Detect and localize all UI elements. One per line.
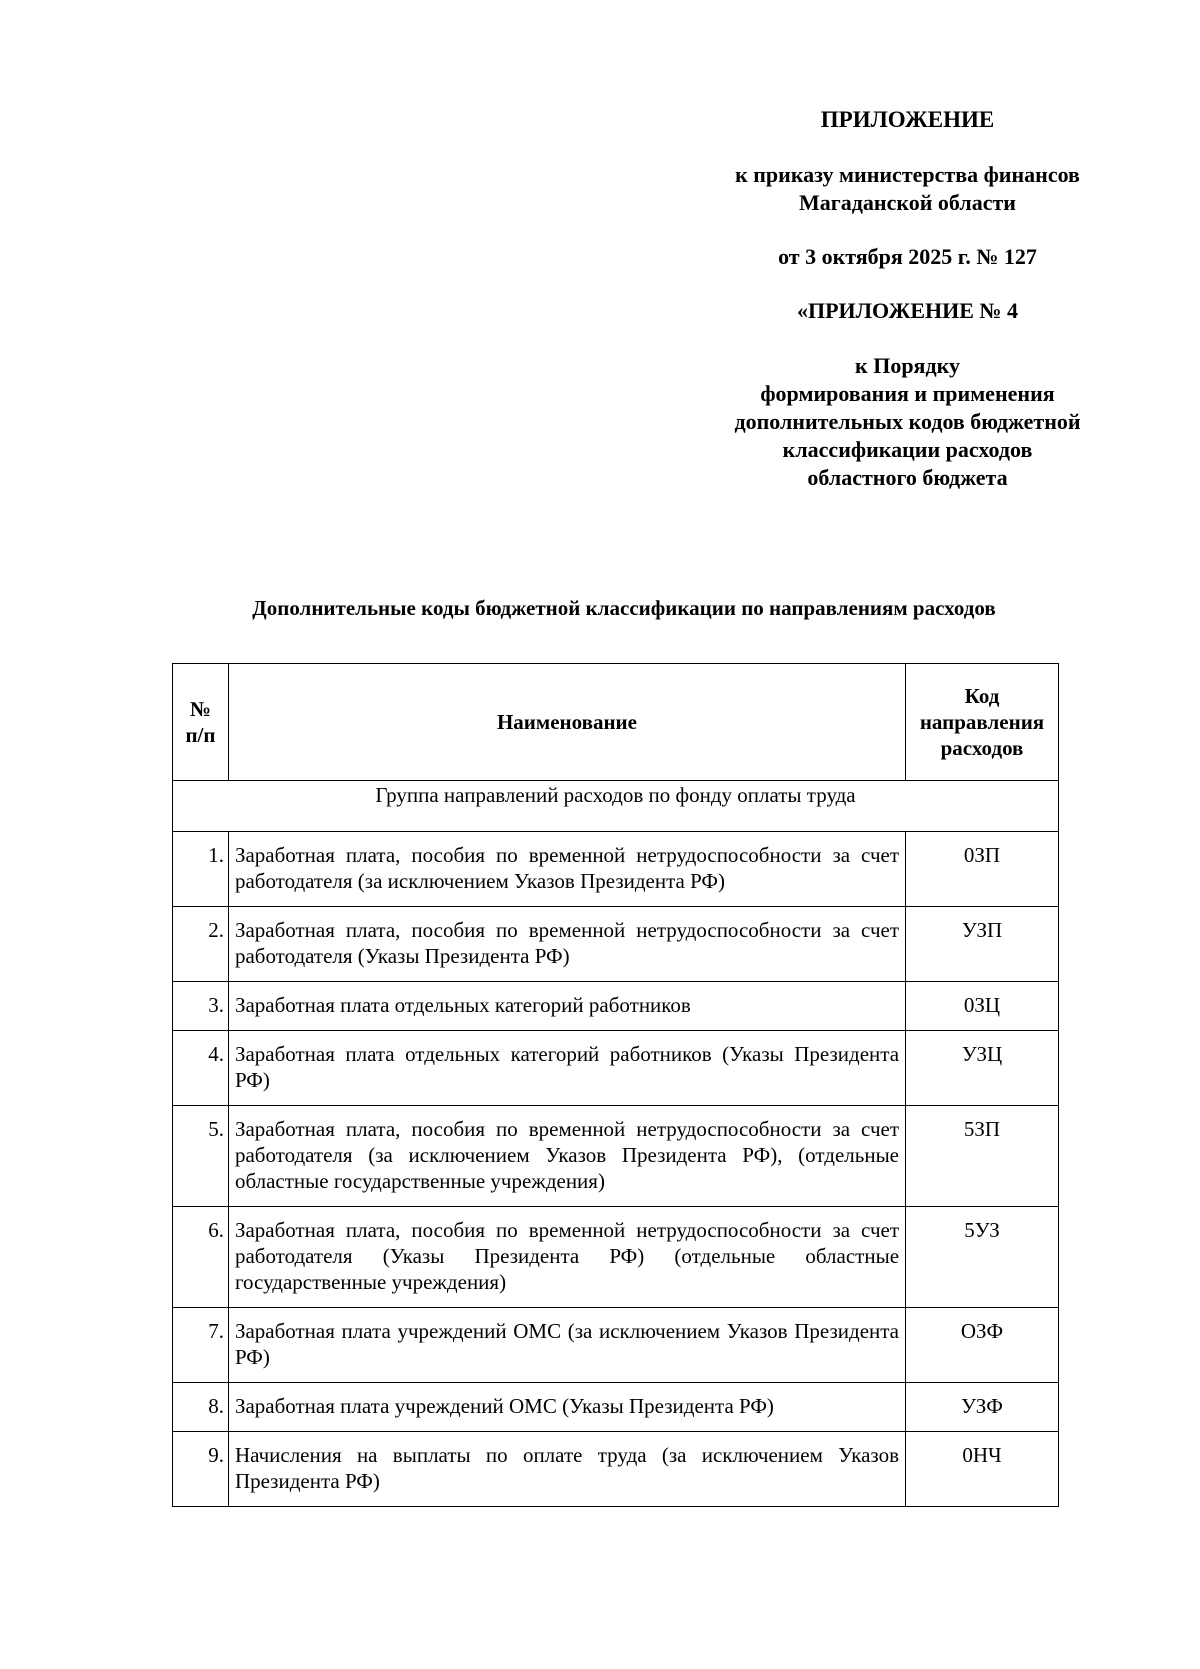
header-code-line-2: направления	[919, 710, 1045, 734]
header-code-line-3: расходов	[940, 736, 1024, 760]
header-name	[228, 664, 905, 781]
table-row	[173, 907, 1059, 982]
order-reference	[690, 161, 1125, 217]
table-row	[173, 1308, 1059, 1383]
table-row	[173, 982, 1059, 1031]
row-code: УЗЦ	[906, 1031, 1059, 1106]
procedure-line: к Порядку	[855, 353, 960, 378]
row-number: 1.	[173, 832, 229, 907]
procedure-line: формирования и применения	[760, 381, 1055, 406]
header-code	[906, 664, 1059, 781]
group-title: Группа направлений расходов по фонду оплаты труда	[173, 781, 1059, 832]
table-row	[173, 1432, 1059, 1507]
row-name: Заработная плата, пособия по временной нетрудоспособности за счет работодателя (за исключением Указов Президента РФ), (отдельные областные государственные учреждения)	[228, 1106, 905, 1207]
order-line-1: к приказу министерства финансов	[735, 162, 1080, 187]
row-code: 0НЧ	[906, 1432, 1059, 1507]
order-date-text: от 3 октября 2025 г. № 127	[778, 244, 1037, 269]
row-name: Заработная плата учреждений ОМС (Указы Президента РФ)	[228, 1383, 905, 1432]
table-row	[173, 1383, 1059, 1432]
group-row	[173, 781, 1059, 832]
appendix-4-text: «ПРИЛОЖЕНИЕ № 4	[796, 298, 1019, 323]
row-code: 0ЗП	[906, 832, 1059, 907]
row-code: ОЗФ	[906, 1308, 1059, 1383]
document-title-text: Дополнительные коды бюджетной классификации по направлениям расходов	[252, 596, 996, 620]
row-name: Заработная плата, пособия по временной нетрудоспособности за счет работодателя (Указы Президента РФ) (отдельные областные государственные учреждения)	[228, 1207, 905, 1308]
appendix-title	[690, 106, 1125, 134]
row-number: 7.	[173, 1308, 229, 1383]
row-name: Заработная плата, пособия по временной нетрудоспособности за счет работодателя (за исключением Указов Президента РФ)	[228, 832, 905, 907]
row-number: 5.	[173, 1106, 229, 1207]
appendix-title-text: ПРИЛОЖЕНИЕ	[820, 107, 995, 132]
row-code: УЗП	[906, 907, 1059, 982]
document-title	[0, 596, 1200, 621]
row-number: 3.	[173, 982, 229, 1031]
table-row	[173, 1207, 1059, 1308]
row-number: 8.	[173, 1383, 229, 1432]
appendix-4-heading	[690, 297, 1125, 325]
row-name: Начисления на выплаты по оплате труда (за исключением Указов Президента РФ)	[228, 1432, 905, 1507]
row-name: Заработная плата отдельных категорий работников	[228, 982, 905, 1031]
order-line-2: Магаданской области	[799, 190, 1016, 215]
procedure-line: областного бюджета	[807, 465, 1008, 490]
header-name-text: Наименование	[496, 710, 637, 734]
row-name: Заработная плата, пособия по временной нетрудоспособности за счет работодателя (Указы Президента РФ)	[228, 907, 905, 982]
procedure-line: классификации расходов	[782, 437, 1033, 462]
header-num-line-1: №	[189, 697, 212, 721]
expense-codes-table	[172, 663, 1059, 1507]
table-row	[173, 1106, 1059, 1207]
table-row	[173, 1031, 1059, 1106]
row-number: 2.	[173, 907, 229, 982]
row-name: Заработная плата отдельных категорий работников (Указы Президента РФ)	[228, 1031, 905, 1106]
order-date	[690, 243, 1125, 271]
row-code: 0ЗЦ	[906, 982, 1059, 1031]
row-number: 4.	[173, 1031, 229, 1106]
header-num	[173, 664, 229, 781]
row-number: 6.	[173, 1207, 229, 1308]
row-number: 9.	[173, 1432, 229, 1507]
row-code: 5ЗП	[906, 1106, 1059, 1207]
row-code: 5УЗ	[906, 1207, 1059, 1308]
procedure-reference	[690, 352, 1125, 492]
table-header-row	[173, 664, 1059, 781]
row-code: УЗФ	[906, 1383, 1059, 1432]
procedure-line: дополнительных кодов бюджетной	[734, 409, 1081, 434]
header-num-line-2: п/п	[185, 723, 216, 747]
row-name: Заработная плата учреждений ОМС (за исключением Указов Президента РФ)	[228, 1308, 905, 1383]
table-row	[173, 832, 1059, 907]
header-code-line-1: Код	[964, 684, 1000, 708]
